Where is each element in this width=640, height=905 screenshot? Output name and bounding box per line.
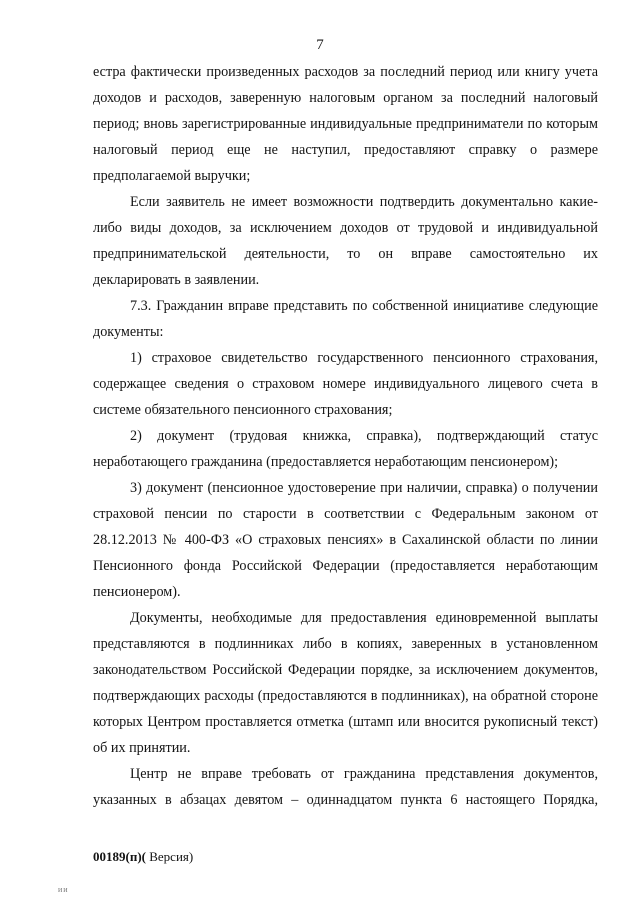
document-body — [93, 59, 598, 813]
footer-doc-code — [93, 848, 193, 866]
page-number: 7 — [316, 37, 324, 53]
corner-mark: ии — [58, 885, 69, 894]
paragraph-continuation: естра фактически произведенных расходов за последний период или книгу учета доходов и расходов, заверенную налоговым органом за последний налоговый период; вновь зарегистрированные индивидуальные предприниматели по которым налоговый период еще не наступил, предоставляют справку о размере предполагаемой выручки; — [93, 64, 598, 184]
paragraph-documents-originals: Документы, необходимые для предоставления единовременной выплаты представляются в подлинниках либо в копиях, заверенных в установленном законодательством Российской Федерации порядке, за исключением документов, подтверждающих расходы (предоставляются в подлинниках), на обратной стороне которых Центром проставляется отметка (штамп или вносится рукописный текст) об их принятии. — [93, 610, 598, 756]
list-item-2: 2) документ (трудовая книжка, справка), подтверждающий статус неработающего гражданина (предоставляется неработающим пенсионером); — [93, 428, 598, 470]
footer-code: 00189(п)( — [93, 849, 146, 864]
list-item-3: 3) документ (пенсионное удостоверение при наличии, справка) о получении страховой пенсии по старости в соответствии с Федеральным законом от 28.12.2013 № 400-ФЗ «О страховых пенсиях» в Сахалинской области по линии Пенсионного фонда Российской Федерации (предоставляется неработающим пенсионером). — [93, 480, 598, 600]
paragraph-center-rights: Центр не вправе требовать от гражданина представления документов, указанных в абзацах девятом – одиннадцатом пункта 6 настоящего Порядка, — [93, 766, 598, 808]
footer-version: Версия) — [145, 849, 194, 864]
paragraph-clause-7-3: 7.3. Гражданин вправе представить по собственной инициативе следующие документы: — [93, 298, 598, 340]
paragraph-income-declaration: Если заявитель не имеет возможности подтвердить документально какие-либо виды доходов, за исключением доходов от трудовой и индивидуальной предпринимательской деятельности, то он вправе самостоятельно их декларировать в заявлении. — [93, 194, 598, 288]
list-item-1: 1) страховое свидетельство государственного пенсионного страхования, содержащее сведения о страховом номере индивидуального лицевого счета в системе обязательного пенсионного страхования; — [93, 350, 598, 418]
